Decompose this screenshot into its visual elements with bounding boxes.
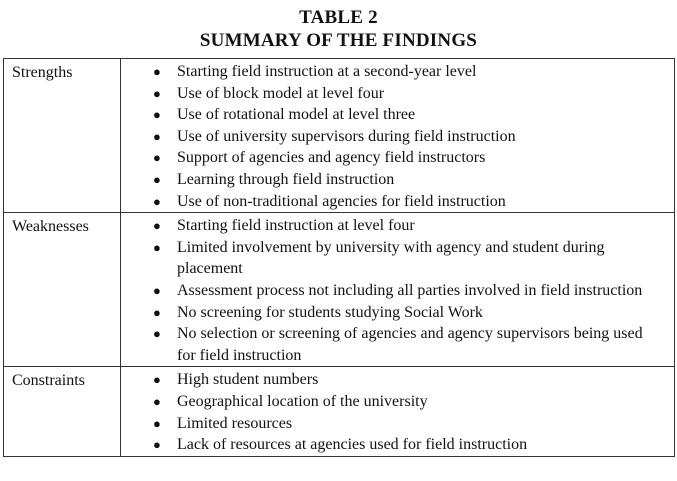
list-item (121, 391, 664, 413)
list-item (121, 302, 664, 324)
list-item-text: Use of rotational model at level three (177, 106, 416, 124)
bullet-icon: ● (153, 218, 161, 234)
list-item (121, 413, 664, 435)
bullet-list (121, 369, 664, 455)
bullet-icon: ● (153, 64, 161, 79)
list-item (121, 280, 664, 302)
list-item-text: Use of block model at level four (177, 84, 385, 102)
items-cell (121, 367, 675, 456)
bullet-list (121, 61, 664, 212)
list-item-text: Use of university supervisors during field instruction (177, 127, 516, 145)
list-item (121, 434, 664, 456)
list-item (121, 323, 664, 366)
bullet-icon: ● (153, 326, 161, 342)
list-item (121, 169, 664, 191)
bullet-icon: ● (153, 415, 161, 431)
list-item (121, 237, 664, 280)
bullet-list (121, 215, 664, 366)
items-cell (121, 213, 675, 367)
list-item (121, 104, 664, 126)
list-item-text: No screening for students studying Social Work (177, 303, 483, 321)
list-item (121, 191, 664, 213)
category-cell: Strengths (4, 59, 121, 213)
bullet-icon: ● (153, 128, 161, 144)
bullet-icon: ● (153, 372, 161, 388)
list-item-text: Limited resources (177, 414, 293, 432)
list-item (121, 126, 664, 148)
list-item-text: Geographical location of the university (177, 392, 428, 410)
list-item-text: Starting field instruction at level four (177, 217, 415, 235)
category-cell: Constraints (4, 367, 121, 456)
list-item (121, 83, 664, 105)
findings-table (3, 58, 675, 457)
list-item-text: Assessment process not including all parties involved in field instruction (177, 281, 643, 299)
bullet-icon: ● (153, 393, 161, 409)
list-item-text: Lack of resources at agencies used for field instruction (177, 436, 528, 454)
list-item-text: Use of non-traditional agencies for field instruction (177, 192, 506, 210)
bullet-icon: ● (153, 193, 161, 209)
list-item (121, 147, 664, 169)
bullet-icon: ● (153, 239, 161, 255)
list-item-text: Starting field instruction at a second-year level (177, 63, 477, 80)
bullet-icon: ● (153, 150, 161, 166)
bullet-icon: ● (153, 437, 161, 453)
table-row-strengths (4, 59, 675, 213)
items-cell (121, 59, 675, 213)
bullet-icon: ● (153, 171, 161, 187)
table-title: SUMMARY OF THE FINDINGS (199, 30, 478, 51)
list-item (121, 369, 664, 391)
list-item-text: Support of agencies and agency field instructors (177, 149, 486, 167)
list-item (121, 61, 664, 83)
list-item-text: High student numbers (177, 371, 319, 389)
list-item (121, 215, 664, 237)
bullet-icon: ● (153, 85, 161, 101)
table-label: TABLE 2 (299, 7, 378, 28)
bullet-icon: ● (153, 107, 161, 123)
bullet-icon: ● (153, 304, 161, 320)
category-cell: Weaknesses (4, 213, 121, 367)
list-item-text: Limited involvement by university with agency and student during placement (177, 238, 605, 278)
bullet-icon: ● (153, 282, 161, 298)
table-row-constraints (4, 367, 675, 456)
list-item-text: No selection or screening of agencies and agency supervisors being used for field instruction (177, 325, 643, 364)
table-row-weaknesses (4, 213, 675, 367)
list-item-text: Learning through field instruction (177, 170, 395, 188)
